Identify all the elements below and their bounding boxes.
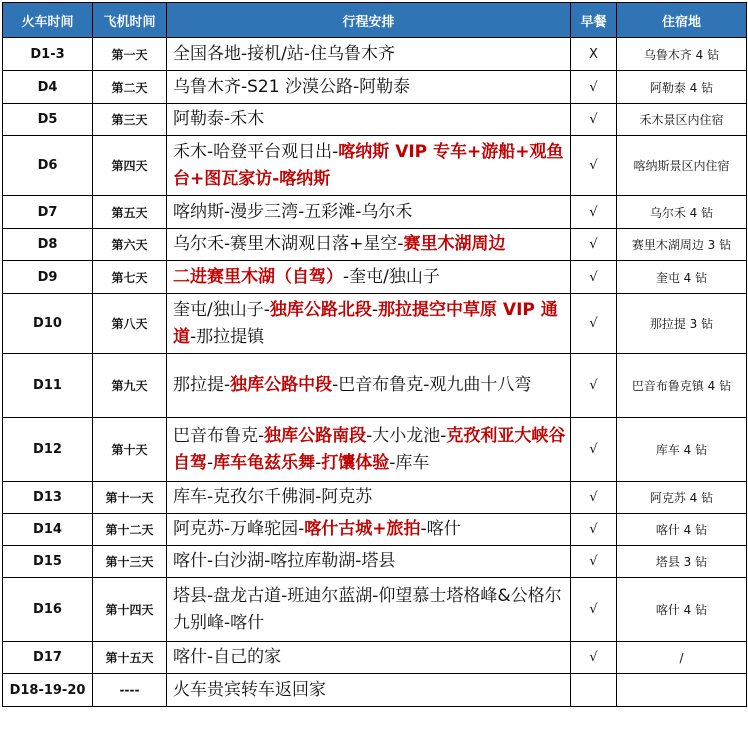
schedule-cell (167, 642, 571, 674)
schedule-text: 全国各地-接机/站-住乌鲁木齐 (173, 43, 395, 64)
breakfast-cell: √ (571, 71, 617, 104)
schedule-text: -库车 (389, 452, 430, 473)
flight-time-cell: 第三天 (93, 104, 167, 136)
schedule-text: -大小龙池- (366, 425, 447, 446)
flight-time-cell: 第九天 (93, 354, 167, 418)
schedule-cell (167, 546, 571, 578)
header-breakfast: 早餐 (571, 3, 617, 38)
header-flight-time: 飞机时间 (93, 3, 167, 38)
breakfast-cell: √ (571, 196, 617, 229)
table-row (3, 196, 747, 229)
train-time-cell: D4 (3, 71, 93, 104)
accommodation-cell: 库车 4 钻 (617, 418, 747, 482)
train-time-cell: D11 (3, 354, 93, 418)
highlight-text: 独库公路中段 (230, 375, 333, 395)
flight-time-cell: 第六天 (93, 229, 167, 261)
schedule-cell (167, 514, 571, 546)
accommodation-cell: / (617, 642, 747, 674)
schedule-text: -那拉提镇 (190, 326, 265, 347)
breakfast-cell: √ (571, 261, 617, 294)
schedule-text: -奎屯/独山子 (343, 266, 440, 287)
highlight-text: 二进赛里木湖（自驾） (173, 266, 343, 287)
schedule-text: 阿克苏-万峰驼园- (173, 519, 305, 539)
schedule-text: 乌尔禾-赛里木湖观日落+星空- (173, 234, 404, 254)
schedule-text: 奎屯/独山子- (173, 299, 270, 320)
flight-time-cell: 第七天 (93, 261, 167, 294)
header-row (3, 3, 747, 38)
train-time-cell: D18-19-20 (3, 674, 93, 707)
breakfast-cell: √ (571, 294, 617, 354)
schedule-text: -喀什 (420, 519, 461, 539)
table-row (3, 354, 747, 418)
schedule-cell (167, 674, 571, 707)
breakfast-cell: √ (571, 578, 617, 642)
highlight-text: 那拉提空中草原 VIP 通道 (173, 299, 558, 347)
train-time-cell: D15 (3, 546, 93, 578)
flight-time-cell: 第十五天 (93, 642, 167, 674)
schedule-cell (167, 578, 571, 642)
highlight-text: 打馕体验 (321, 452, 390, 473)
schedule-cell (167, 229, 571, 261)
header-accommodation: 住宿地 (617, 3, 747, 38)
breakfast-cell: √ (571, 229, 617, 261)
schedule-text: 禾木-哈登平台观日出- (173, 141, 339, 162)
flight-time-cell: 第八天 (93, 294, 167, 354)
schedule-cell (167, 71, 571, 104)
table-row (3, 71, 747, 104)
schedule-cell (167, 294, 571, 354)
accommodation-cell: 阿克苏 4 钻 (617, 482, 747, 514)
schedule-cell (167, 354, 571, 418)
accommodation-cell: 阿勒泰 4 钻 (617, 71, 747, 104)
schedule-cell (167, 196, 571, 229)
table-row (3, 482, 747, 514)
table-row (3, 418, 747, 482)
breakfast-cell: √ (571, 546, 617, 578)
table-row (3, 136, 747, 196)
table-row (3, 261, 747, 294)
header-schedule: 行程安排 (167, 3, 571, 38)
accommodation-cell: 喀什 4 钻 (617, 578, 747, 642)
flight-time-cell: 第十天 (93, 418, 167, 482)
accommodation-cell: 喀什 4 钻 (617, 514, 747, 546)
schedule-text: 火车贵宾转车返回家 (173, 679, 326, 700)
schedule-text: 喀什-自己的家 (173, 647, 282, 667)
highlight-text: 喀什古城+旅拍 (304, 519, 421, 539)
schedule-text: - (371, 299, 379, 320)
table-row (3, 674, 747, 707)
accommodation-cell: 乌尔禾 4 钻 (617, 196, 747, 229)
breakfast-cell: X (571, 38, 617, 71)
table-row (3, 546, 747, 578)
schedule-cell (167, 261, 571, 294)
flight-time-cell: 第一天 (93, 38, 167, 71)
schedule-text: 那拉提- (173, 375, 231, 395)
table-row (3, 642, 747, 674)
accommodation-cell: 乌鲁木齐 4 钻 (617, 38, 747, 71)
flight-time-cell: 第五天 (93, 196, 167, 229)
schedule-text: 库车-克孜尔千佛洞-阿克苏 (173, 487, 373, 507)
schedule-cell (167, 136, 571, 196)
breakfast-cell: √ (571, 354, 617, 418)
train-time-cell: D5 (3, 104, 93, 136)
accommodation-cell: 赛里木湖周边 3 钻 (617, 229, 747, 261)
accommodation-cell: 巴音布鲁克镇 4 钻 (617, 354, 747, 418)
accommodation-cell: 奎屯 4 钻 (617, 261, 747, 294)
flight-time-cell: 第二天 (93, 71, 167, 104)
table-row (3, 514, 747, 546)
flight-time-cell: 第十二天 (93, 514, 167, 546)
header-train-time: 火车时间 (3, 3, 93, 38)
highlight-text: 赛里木湖周边 (403, 234, 506, 254)
breakfast-cell: √ (571, 514, 617, 546)
table-row (3, 294, 747, 354)
accommodation-cell: 塔县 3 钻 (617, 546, 747, 578)
itinerary-table (2, 2, 747, 707)
train-time-cell: D14 (3, 514, 93, 546)
flight-time-cell: 第十一天 (93, 482, 167, 514)
train-time-cell: D17 (3, 642, 93, 674)
highlight-text: 独库公路北段 (269, 299, 372, 320)
accommodation-cell (617, 674, 747, 707)
train-time-cell: D9 (3, 261, 93, 294)
accommodation-cell: 那拉提 3 钻 (617, 294, 747, 354)
highlight-text: 喀纳斯 VIP 专车+游船+观鱼台+图瓦家访-喀纳斯 (173, 141, 564, 189)
accommodation-cell: 喀纳斯景区内住宿 (617, 136, 747, 196)
train-time-cell: D1-3 (3, 38, 93, 71)
accommodation-cell: 禾木景区内住宿 (617, 104, 747, 136)
schedule-text: -巴音布鲁克-观九曲十八弯 (332, 375, 532, 395)
table-row (3, 229, 747, 261)
breakfast-cell: √ (571, 418, 617, 482)
breakfast-cell: √ (571, 642, 617, 674)
breakfast-cell: √ (571, 482, 617, 514)
schedule-cell (167, 482, 571, 514)
table-row (3, 38, 747, 71)
flight-time-cell: 第十三天 (93, 546, 167, 578)
schedule-text: - (207, 452, 214, 473)
schedule-text: 巴音布鲁克- (173, 425, 265, 446)
schedule-text: 阿勒泰-禾木 (173, 109, 265, 129)
schedule-cell (167, 38, 571, 71)
train-time-cell: D10 (3, 294, 93, 354)
breakfast-cell: √ (571, 104, 617, 136)
table-row (3, 104, 747, 136)
schedule-text: 喀什-白沙湖-喀拉库勒湖-塔县 (173, 551, 396, 571)
schedule-text: 乌鲁木齐-S21 沙漠公路-阿勒泰 (173, 76, 411, 97)
flight-time-cell: ---- (93, 674, 167, 707)
schedule-cell (167, 418, 571, 482)
train-time-cell: D7 (3, 196, 93, 229)
highlight-text: 克孜利亚大峡谷自驾 (173, 425, 566, 473)
flight-time-cell: 第十四天 (93, 578, 167, 642)
schedule-text: - (315, 452, 322, 473)
train-time-cell: D16 (3, 578, 93, 642)
schedule-text: 喀纳斯-漫步三湾-五彩滩-乌尔禾 (173, 201, 413, 222)
breakfast-cell (571, 674, 617, 707)
schedule-cell (167, 104, 571, 136)
train-time-cell: D8 (3, 229, 93, 261)
breakfast-cell: √ (571, 136, 617, 196)
highlight-text: 库车龟兹乐舞 (213, 452, 316, 473)
schedule-text: 塔县-盘龙古道-班迪尔蓝湖-仰望慕士塔格峰&公格尔九别峰-喀什 (173, 585, 562, 633)
train-time-cell: D13 (3, 482, 93, 514)
flight-time-cell: 第四天 (93, 136, 167, 196)
table-row (3, 578, 747, 642)
train-time-cell: D6 (3, 136, 93, 196)
train-time-cell: D12 (3, 418, 93, 482)
highlight-text: 独库公路南段 (264, 425, 367, 446)
